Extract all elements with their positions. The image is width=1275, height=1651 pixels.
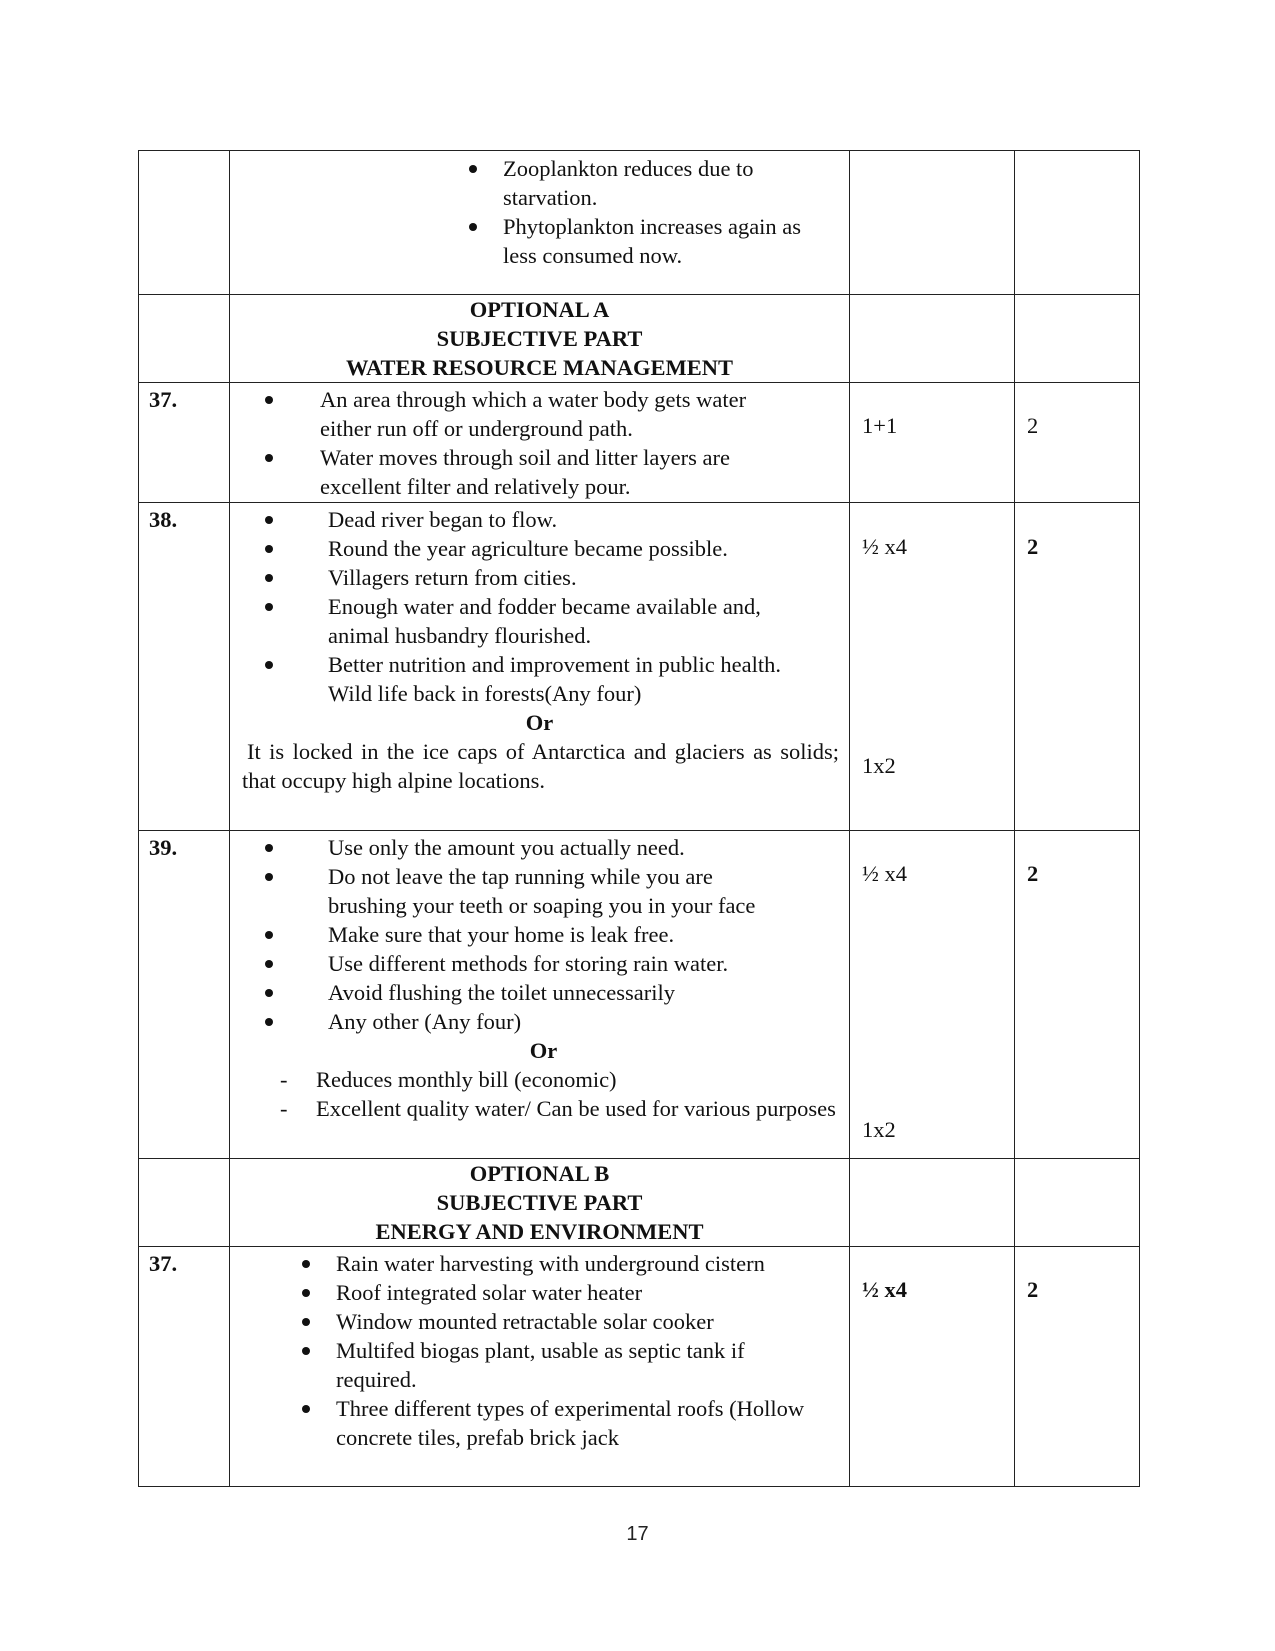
marks-alt-value: 1x2 — [862, 1117, 896, 1142]
or-separator: Or — [525, 710, 554, 735]
question-number: 39. — [139, 831, 230, 1159]
table-row-continuation — [139, 151, 1140, 295]
list-item: - Reduces monthly bill (economic) — [280, 1067, 617, 1092]
list-item: Rain water harvesting with underground cistern — [336, 1249, 806, 1278]
question-number: 37. — [139, 1247, 230, 1487]
marks-value: 1+1 — [862, 413, 898, 438]
bullet-icon — [265, 960, 273, 968]
total-cell — [1015, 1159, 1140, 1247]
alternate-answer: It is locked in the ice caps of Antarctica and glaciers as solids; that occupy high alpine locations. — [242, 739, 839, 793]
extra-line: Wild life back in forests(Any four) — [328, 681, 642, 706]
list-item: Use different methods for storing rain water. — [308, 949, 788, 978]
marks-alt-value: 1x2 — [862, 753, 896, 778]
list-item: Round the year agriculture became possible. — [308, 534, 786, 563]
dash-icon: - — [280, 1096, 288, 1121]
total-value: 2 — [1027, 413, 1039, 438]
list-item: Better nutrition and improvement in public health. — [308, 650, 786, 679]
bullet-icon — [265, 603, 273, 611]
marks-value: ½ x4 — [862, 1277, 907, 1302]
bullet-icon — [302, 1318, 310, 1326]
marks-cell — [850, 503, 1015, 831]
dash-icon: - — [280, 1067, 288, 1092]
bullet-icon — [265, 661, 273, 669]
bullet-icon — [302, 1260, 310, 1268]
total-cell — [1015, 151, 1140, 295]
heading-line: SUBJECTIVE PART — [436, 326, 643, 351]
qno-cell — [139, 151, 230, 295]
bullet-icon — [265, 1018, 273, 1026]
list-item: Water moves through soil and litter layers are excellent filter and relatively pour. — [300, 443, 770, 501]
answer-table — [138, 150, 1140, 1487]
bullet-icon — [302, 1289, 310, 1297]
list-item: Villagers return from cities. — [308, 563, 786, 592]
list-item: Roof integrated solar water heater — [336, 1278, 806, 1307]
bullet-icon — [469, 223, 477, 231]
table-row-q38 — [139, 503, 1140, 831]
total-cell — [1015, 503, 1140, 831]
list-item: - Excellent quality water/ Can be used for various purposes — [280, 1096, 836, 1121]
table-row-optional-a — [139, 295, 1140, 383]
table-row-optional-b — [139, 1159, 1140, 1247]
bullet-icon — [265, 516, 273, 524]
list-item: Use only the amount you actually need. — [308, 833, 788, 862]
heading-line: SUBJECTIVE PART — [436, 1190, 643, 1215]
marks-cell — [850, 831, 1015, 1159]
total-value: 2 — [1027, 861, 1039, 886]
heading-line: WATER RESOURCE MANAGEMENT — [345, 355, 734, 380]
list-item: Phytoplankton increases again as less consumed now. — [465, 212, 825, 270]
heading-line: OPTIONAL A — [469, 297, 610, 322]
list-item: Dead river began to flow. — [308, 505, 786, 534]
total-cell — [1015, 383, 1140, 503]
bullet-icon — [302, 1347, 310, 1355]
list-item: Multifed biogas plant, usable as septic tank if required. — [336, 1336, 806, 1394]
total-cell — [1015, 1247, 1140, 1487]
list-item: Make sure that your home is leak free. — [308, 920, 788, 949]
heading-line: OPTIONAL B — [469, 1161, 610, 1186]
table-row-q39 — [139, 831, 1140, 1159]
qno-cell — [139, 1159, 230, 1247]
answer-cell — [230, 1247, 850, 1487]
total-value: 2 — [1027, 1277, 1039, 1302]
bullet-icon — [265, 396, 273, 404]
question-number: 37. — [139, 383, 230, 503]
answer-cell — [230, 503, 850, 831]
marks-value: ½ x4 — [862, 534, 907, 559]
list-item: Window mounted retractable solar cooker — [336, 1307, 806, 1336]
bullet-icon — [265, 873, 273, 881]
table-row-q37-b — [139, 1247, 1140, 1487]
bullet-icon — [265, 454, 273, 462]
or-separator: Or — [529, 1038, 558, 1063]
answer-cell — [230, 831, 850, 1159]
answer-cell — [230, 383, 850, 503]
heading-line: ENERGY AND ENVIRONMENT — [375, 1219, 704, 1244]
marks-value: ½ x4 — [862, 861, 907, 886]
bullet-icon — [265, 574, 273, 582]
bullet-icon — [265, 989, 273, 997]
list-item: Enough water and fodder became available and, animal husbandry flourished. — [308, 592, 786, 650]
page-number: 17 — [626, 1523, 649, 1545]
marks-cell — [850, 295, 1015, 383]
section-heading — [230, 295, 850, 383]
bullet-icon — [265, 844, 273, 852]
question-number: 38. — [139, 503, 230, 831]
list-item: An area through which a water body gets water either run off or underground path. — [300, 385, 770, 443]
list-item: Do not leave the tap running while you are brushing your teeth or soaping you in your face — [308, 862, 788, 920]
marks-cell — [850, 151, 1015, 295]
qno-cell — [139, 295, 230, 383]
table-row-q37 — [139, 383, 1140, 503]
bullet-icon — [265, 545, 273, 553]
bullet-icon — [265, 931, 273, 939]
bullet-icon — [302, 1405, 310, 1413]
list-item: Zooplankton reduces due to starvation. — [465, 154, 825, 212]
marks-cell — [850, 383, 1015, 503]
list-item: Three different types of experimental roofs (Hollow concrete tiles, prefab brick jack — [336, 1394, 806, 1452]
marks-cell — [850, 1247, 1015, 1487]
total-value: 2 — [1027, 534, 1039, 559]
section-heading — [230, 1159, 850, 1247]
answer-cell — [230, 151, 850, 295]
list-item: Any other (Any four) — [308, 1007, 788, 1036]
total-cell — [1015, 295, 1140, 383]
list-item: Avoid flushing the toilet unnecessarily — [308, 978, 788, 1007]
bullet-icon — [469, 165, 477, 173]
total-cell — [1015, 831, 1140, 1159]
marks-cell — [850, 1159, 1015, 1247]
